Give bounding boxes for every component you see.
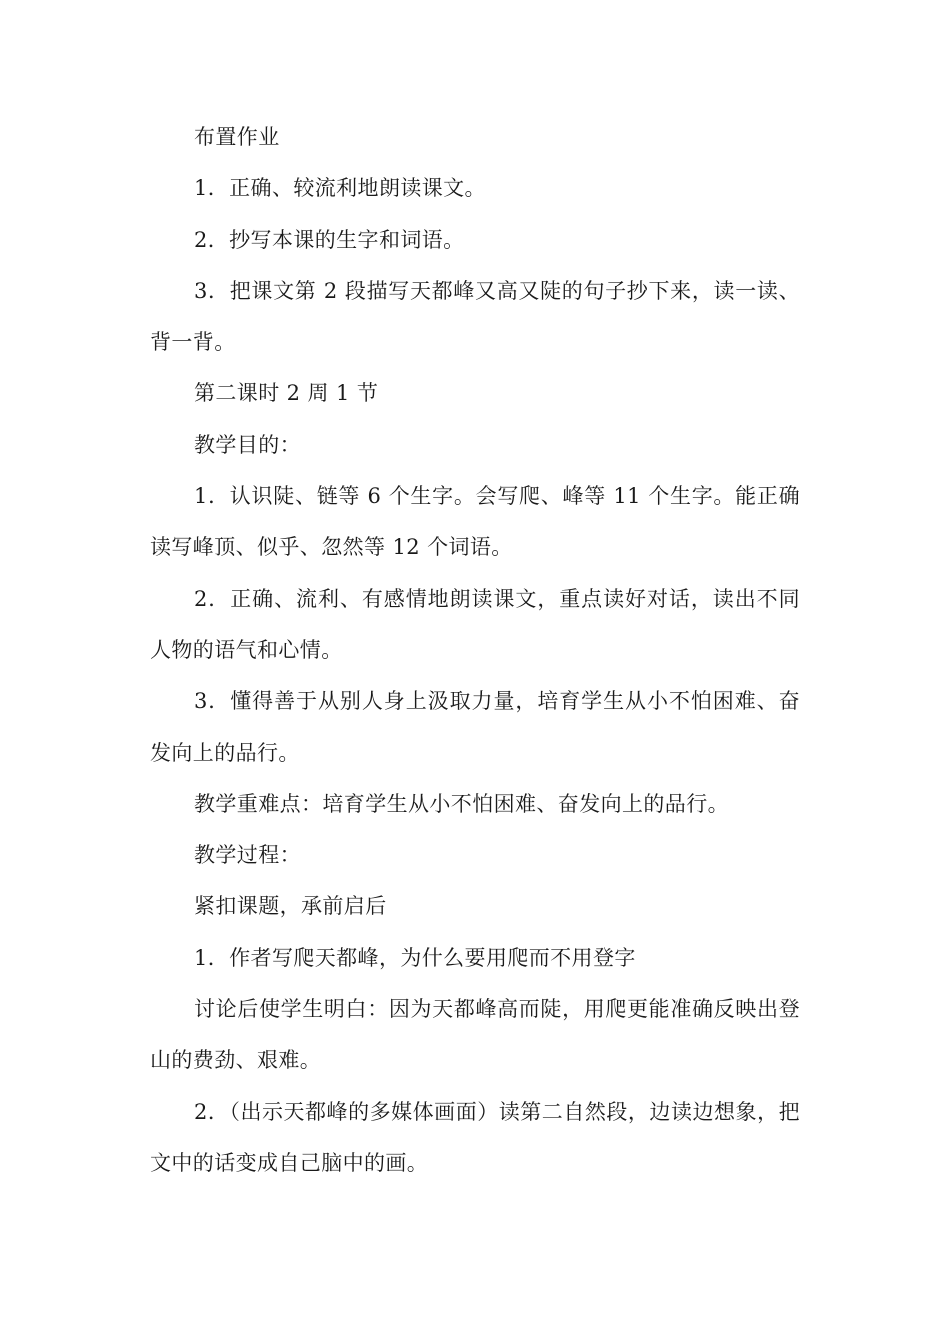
process-step-heading: 紧扣课题，承前启后 (194, 894, 387, 919)
teaching-process-heading: 教学过程： (194, 843, 301, 868)
teaching-goal-3: 3．懂得善于从别人身上汲取力量，培育学生从小不怕困难、奋发向上的品行。 (150, 689, 800, 765)
lesson-period-heading: 第二课时 2 周 1 节 (194, 381, 379, 406)
process-question-1: 1．作者写爬天都峰，为什么要用爬而不用登字 (194, 945, 636, 970)
section-heading-homework: 布置作业 (194, 125, 280, 149)
key-points: 教学重难点：培育学生从小不怕困难、奋发向上的品行。 (194, 791, 729, 816)
homework-item-2: 2．抄写本课的生字和词语。 (194, 227, 465, 252)
process-question-2: 2．（出示天都峰的多媒体画面）读第二自然段，边读边想象，把文中的话变成自己脑中的画。 (150, 1099, 800, 1175)
teaching-goals-heading: 教学目的： (194, 432, 301, 457)
homework-item-3: 3．把课文第 2 段描写天都峰又高又陡的句子抄下来，读一读、背一背。 (150, 278, 800, 355)
document-body (150, 112, 800, 1189)
teaching-goal-2: 2．正确、流利、有感情地朗读课文，重点读好对话，读出不同人物的语气和心情。 (150, 586, 800, 662)
teaching-goal-1: 1．认识陡、链等 6 个生字。会写爬、峰等 11 个生字。能正确读写峰顶、似乎、忽然等 12 个词语。 (150, 484, 800, 560)
homework-item-1: 1．正确、较流利地朗读课文。 (194, 176, 486, 201)
process-discussion: 讨论后使学生明白：因为天都峰高而陡，用爬更能准确反映出登山的费劲、艰难。 (150, 997, 800, 1073)
